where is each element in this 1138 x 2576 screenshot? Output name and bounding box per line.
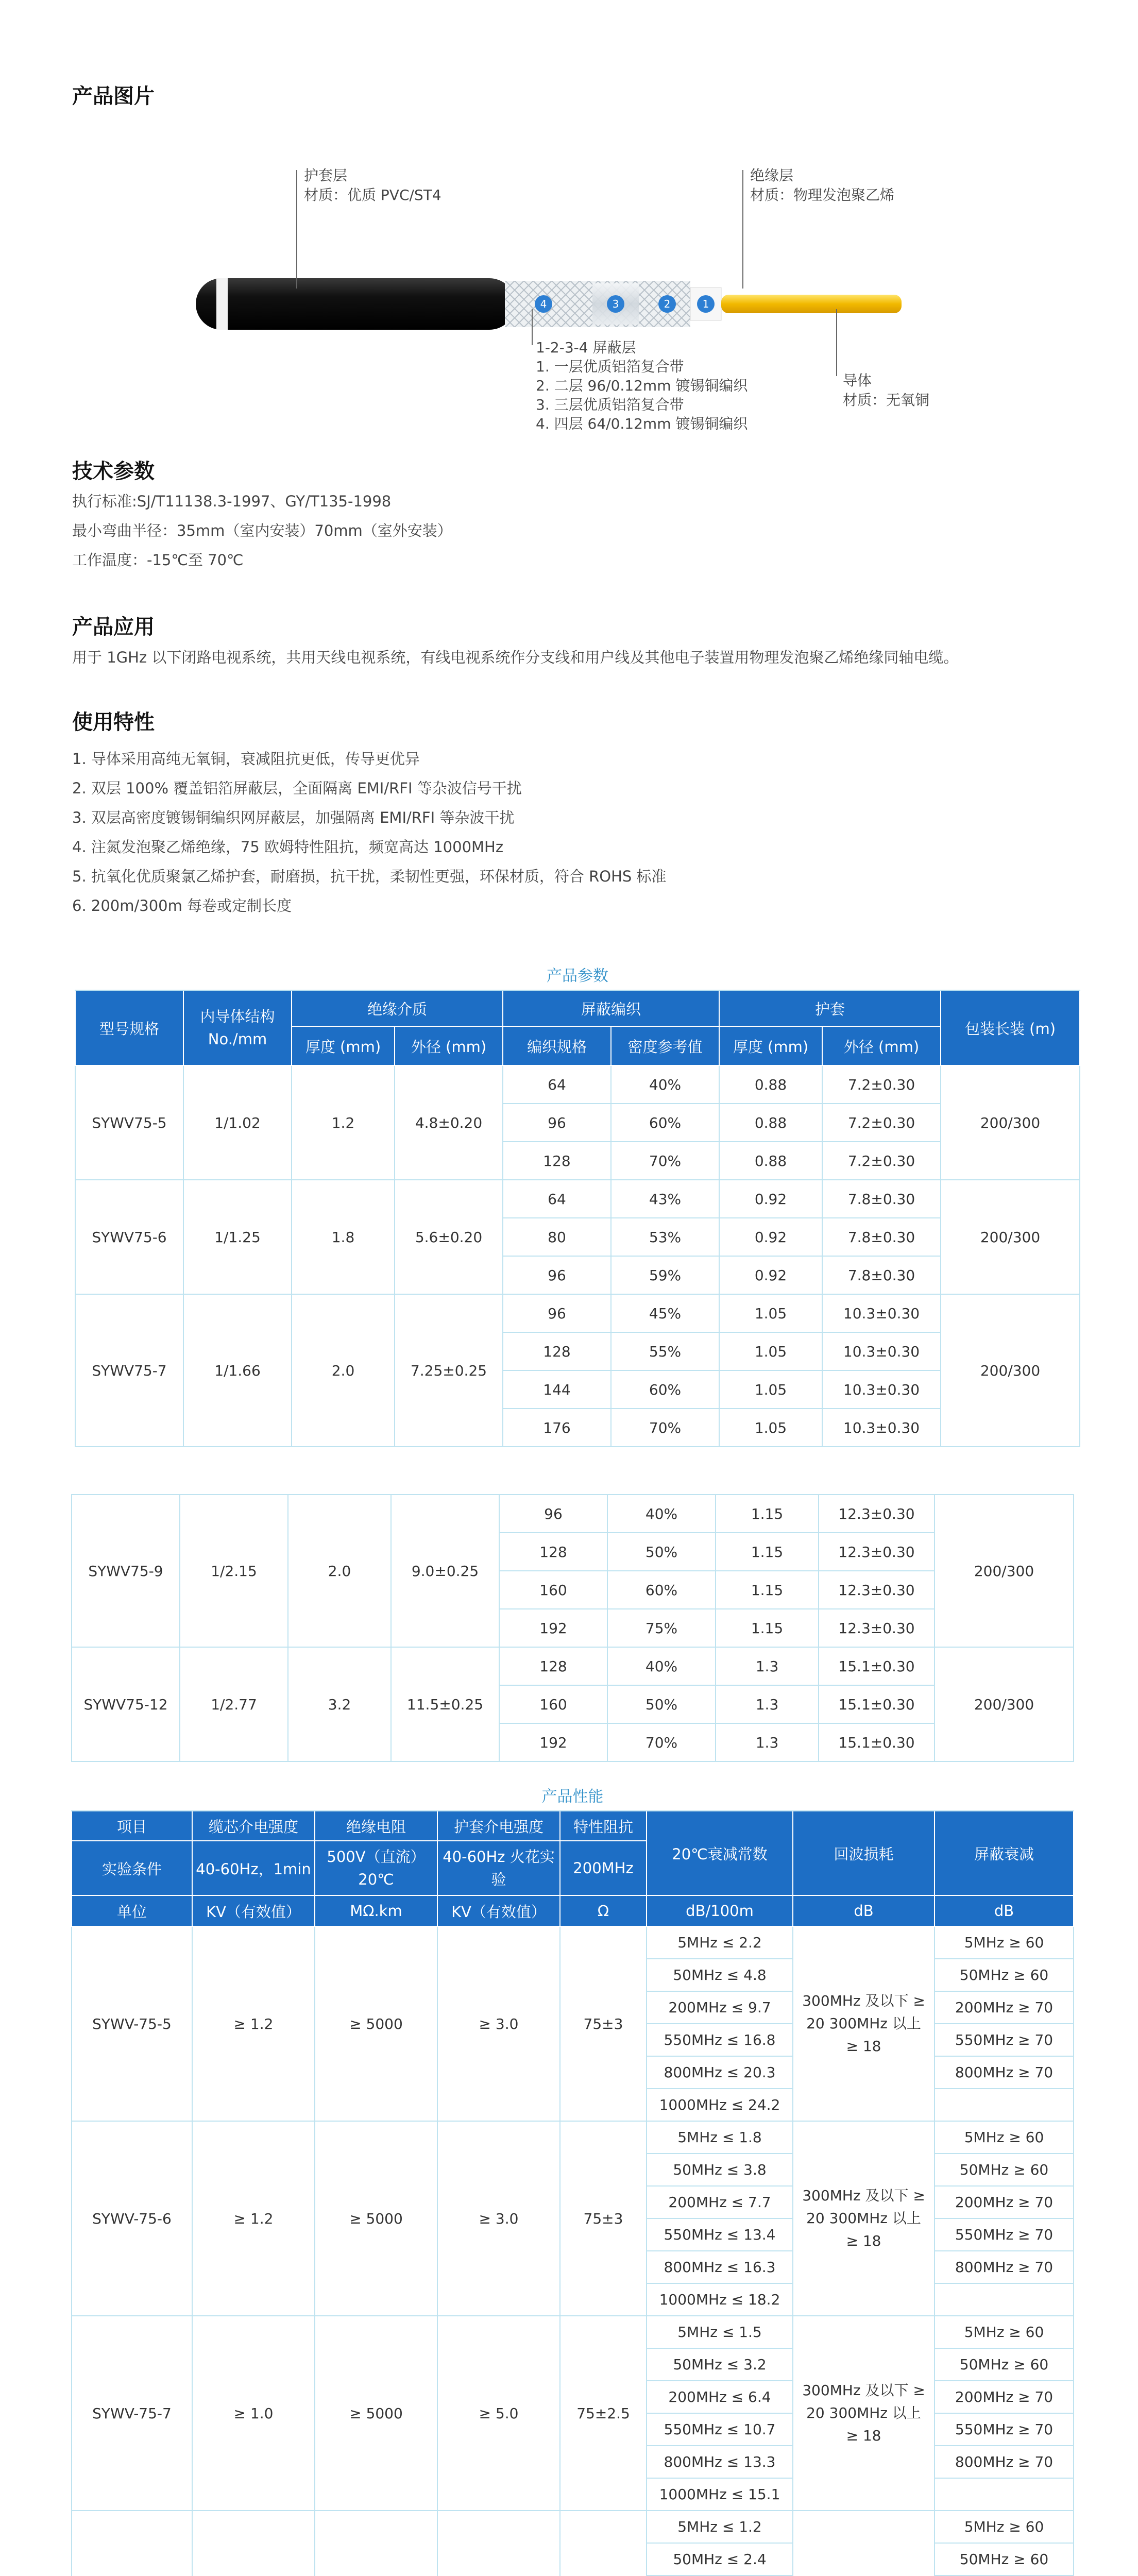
cell-jacket-thickness: 1.3 xyxy=(716,1647,819,1685)
cell-impedance: 75±3 xyxy=(560,2121,647,2316)
perf-th-item: 项目 xyxy=(72,1811,192,1841)
perf-th-return: 回波损耗 xyxy=(793,1811,935,1895)
perf-cond-label: 实验条件 xyxy=(72,1841,192,1895)
cell-jacket-strength xyxy=(437,2511,560,2576)
table-row xyxy=(75,1180,1080,1218)
conductor-segment xyxy=(721,295,902,313)
perf-unit-jacket: KV（有效值） xyxy=(437,1895,560,1926)
cell-shield-attenuation: 50MHz ≥ 60 xyxy=(935,2543,1074,2575)
tech-params-list: 执行标准:SJ/T11138.3-1997、GY/T135-1998 最小弯曲半径：35mm（室内安装）70mm（室外安装） 工作温度：-15℃至 70℃ xyxy=(72,493,452,569)
cell-density: 60% xyxy=(611,1104,719,1142)
param-table xyxy=(75,958,1080,1447)
cell-jacket-strength: ≥ 3.0 xyxy=(437,1926,560,2121)
cell-ins-od: 4.8±0.20 xyxy=(395,1065,503,1180)
cell-core-strength xyxy=(192,2511,315,2576)
cell-shield-attenuation: 50MHz ≥ 60 xyxy=(935,2154,1074,2186)
cell-core-strength: ≥ 1.2 xyxy=(192,1926,315,2121)
cell-jacket-thickness: 1.05 xyxy=(719,1332,822,1370)
cell-jacket-thickness: 0.92 xyxy=(719,1256,822,1294)
cell-jacket-od: 7.2±0.30 xyxy=(822,1065,941,1104)
cell-jacket-od: 10.3±0.30 xyxy=(822,1294,941,1332)
th-inner: 内导体结构 No./mm xyxy=(183,990,292,1065)
cell-ins-resistance: ≥ 5000 xyxy=(315,2316,437,2511)
param-table-body xyxy=(75,1065,1080,1447)
cell-shield-attenuation: 800MHz ≥ 70 xyxy=(935,2446,1074,2478)
jacket-label: 护套层 材质：优质 PVC/ST4 xyxy=(304,167,441,204)
cell-jacket-od: 7.8±0.30 xyxy=(822,1256,941,1294)
cell-jacket-thickness: 1.15 xyxy=(716,1571,819,1609)
th-shield: 屏蔽编织 xyxy=(503,990,719,1026)
cell-attenuation: 50MHz ≤ 3.8 xyxy=(647,2154,793,2186)
cell-pack: 200/300 xyxy=(941,1065,1080,1180)
cell-density: 70% xyxy=(607,1723,716,1761)
cell-braid-spec: 128 xyxy=(503,1332,611,1370)
shield-label: 1-2-3-4 屏蔽层 1. 一层优质铝箔复合带 2. 二层 96/0.12mm 镀锡铜编织 3. 三层优质铝箔复合带 4. 四层 64/0.12mm 镀锡铜编织 xyxy=(536,339,748,432)
param-table-caption: 产品参数 xyxy=(75,958,1080,990)
cell-shield-attenuation: 5MHz ≥ 60 xyxy=(935,1926,1074,1959)
cell-core-strength: ≥ 1.0 xyxy=(192,2316,315,2511)
th-jacket-od: 外径 (mm) xyxy=(822,1026,941,1065)
cell-jacket-od: 15.1±0.30 xyxy=(819,1723,935,1761)
cell-ins-thickness: 2.0 xyxy=(288,1495,391,1647)
cell-jacket-thickness: 0.88 xyxy=(719,1104,822,1142)
cell-model: SYWV-75-7 xyxy=(72,2316,192,2511)
cell-shield-attenuation: 50MHz ≥ 60 xyxy=(935,2348,1074,2381)
th-model: 型号规格 xyxy=(75,990,183,1065)
cell-braid-spec: 96 xyxy=(503,1104,611,1142)
cell-density: 55% xyxy=(611,1332,719,1370)
cell-braid-spec: 144 xyxy=(503,1370,611,1409)
cell-density: 50% xyxy=(607,1685,716,1723)
table-row xyxy=(75,1294,1080,1332)
cell-pack: 200/300 xyxy=(941,1294,1080,1447)
cell-ins-od: 11.5±0.25 xyxy=(391,1647,499,1761)
cell-braid-spec: 128 xyxy=(499,1647,607,1685)
cell-shield-attenuation: 550MHz ≥ 70 xyxy=(935,2413,1074,2446)
cell-shield-attenuation: 200MHz ≥ 70 xyxy=(935,1991,1074,2024)
cell-jacket-thickness: 1.15 xyxy=(716,1609,819,1647)
cell-density: 40% xyxy=(611,1065,719,1104)
param-table-2-body xyxy=(72,1495,1074,1761)
cell-pack: 200/300 xyxy=(935,1495,1074,1647)
table-row xyxy=(72,1926,1074,1959)
cell-attenuation: 1000MHz ≤ 18.2 xyxy=(647,2283,793,2316)
cell-return-loss xyxy=(793,2511,935,2576)
th-insulation: 绝缘介质 xyxy=(292,990,503,1026)
cell-braid-spec: 192 xyxy=(499,1723,607,1761)
features-heading: 使用特性 xyxy=(72,710,155,734)
cell-jacket-thickness: 1.15 xyxy=(716,1533,819,1571)
marker-3: 3 xyxy=(612,298,619,310)
cell-jacket-od: 10.3±0.30 xyxy=(822,1370,941,1409)
cell-inner: 1/1.66 xyxy=(183,1294,292,1447)
cell-attenuation: 200MHz ≤ 7.7 xyxy=(647,2186,793,2218)
cell-shield-attenuation: 200MHz ≥ 70 xyxy=(935,2381,1074,2413)
features-list: 1. 导体采用高纯无氧铜，衰减阻抗更低，传导更优异 2. 双层 100% 覆盖铝箔屏蔽层，全面隔离 EMI/RFI 等杂波信号干扰 3. 双层高密度镀锡铜编织网屏蔽层，加强隔离 EMI/RFI 等杂波干扰 4. 注氮发泡聚乙烯绝缘，75 欧姆特性阻抗，频宽高达 1000MHz 5. 抗氧化优质聚氯乙烯护套，耐磨损，抗干扰，柔韧性更强，环保材质，符合 ROHS 标准 6. 200m/300m 每卷或定制长度 xyxy=(72,750,667,914)
cable-diagram xyxy=(185,258,917,350)
perf-unit-ins: MΩ.km xyxy=(315,1895,437,1926)
cell-ins-thickness: 1.2 xyxy=(292,1065,395,1180)
cell-ins-od: 9.0±0.25 xyxy=(391,1495,499,1647)
perf-unit-return: dB xyxy=(793,1895,935,1926)
cell-density: 40% xyxy=(607,1647,716,1685)
cell-empty xyxy=(935,2478,1074,2511)
leader-shield xyxy=(532,309,533,345)
conductor-label: 导体 材质：无氧铜 xyxy=(843,372,930,409)
cell-attenuation: 5MHz ≤ 1.5 xyxy=(647,2316,793,2348)
cell-jacket-od: 7.2±0.30 xyxy=(822,1104,941,1142)
cell-braid-spec: 64 xyxy=(503,1065,611,1104)
cell-shield-attenuation: 800MHz ≥ 70 xyxy=(935,2056,1074,2089)
cell-jacket-od: 15.1±0.30 xyxy=(819,1647,935,1685)
cell-ins-thickness: 3.2 xyxy=(288,1647,391,1761)
cell-shield-attenuation: 200MHz ≥ 70 xyxy=(935,2186,1074,2218)
perf-cond-jacket: 40-60Hz 火花实验 xyxy=(437,1841,560,1895)
cell-jacket-od: 10.3±0.30 xyxy=(822,1332,941,1370)
cell-density: 45% xyxy=(611,1294,719,1332)
cell-return-loss: 300MHz 及以下 ≥ 20 300MHz 以上≥ 18 xyxy=(793,2316,935,2511)
cell-attenuation: 200MHz ≤ 6.4 xyxy=(647,2381,793,2413)
cell-pack: 200/300 xyxy=(941,1180,1080,1294)
cell-impedance xyxy=(560,2511,647,2576)
cell-jacket-thickness: 1.05 xyxy=(719,1409,822,1447)
cell-attenuation: 550MHz ≤ 13.4 xyxy=(647,2218,793,2251)
cell-shield-attenuation: 5MHz ≥ 60 xyxy=(935,2316,1074,2348)
perf-unit-imp: Ω xyxy=(560,1895,647,1926)
leader-insulation xyxy=(742,170,743,289)
marker-4: 4 xyxy=(540,298,547,310)
perf-table xyxy=(71,1779,1074,2576)
cell-attenuation: 5MHz ≤ 1.2 xyxy=(647,2511,793,2543)
table-row xyxy=(72,1495,1074,1533)
insulation-label: 绝缘层 材质：物理发泡聚乙烯 xyxy=(750,167,895,204)
leader-conductor xyxy=(836,309,837,376)
application-heading: 产品应用 xyxy=(72,615,155,639)
perf-table-caption: 产品性能 xyxy=(72,1779,1074,1811)
table-row xyxy=(72,2121,1074,2154)
cell-jacket-od: 12.3±0.30 xyxy=(819,1495,935,1533)
cell-braid-spec: 96 xyxy=(499,1495,607,1533)
leader-jacket xyxy=(296,170,297,289)
cell-jacket-thickness: 0.88 xyxy=(719,1142,822,1180)
cell-attenuation: 5MHz ≤ 2.2 xyxy=(647,1926,793,1959)
cell-density: 50% xyxy=(607,1533,716,1571)
cell-jacket-od: 15.1±0.30 xyxy=(819,1685,935,1723)
cell-return-loss: 300MHz 及以下 ≥ 20 300MHz 以上≥ 18 xyxy=(793,2121,935,2316)
th-jacket-thickness: 厚度 (mm) xyxy=(719,1026,822,1065)
perf-cond-core: 40-60Hz，1min xyxy=(192,1841,315,1895)
perf-th-jacket: 护套介电强度 xyxy=(437,1811,560,1841)
product-images-heading: 产品图片 xyxy=(72,84,155,108)
cell-attenuation: 550MHz ≤ 16.8 xyxy=(647,2024,793,2056)
cell-jacket-thickness: 0.88 xyxy=(719,1065,822,1104)
cell-braid-spec: 160 xyxy=(499,1685,607,1723)
perf-th-shield: 屏蔽衰减 xyxy=(935,1811,1074,1895)
cell-attenuation: 800MHz ≤ 20.3 xyxy=(647,2056,793,2089)
cell-jacket-thickness: 0.92 xyxy=(719,1180,822,1218)
perf-unit-shield: dB xyxy=(935,1895,1074,1926)
cell-ins-resistance: ≥ 5000 xyxy=(315,2121,437,2316)
cell-jacket-od: 10.3±0.30 xyxy=(822,1409,941,1447)
marker-1: 1 xyxy=(702,298,709,310)
cell-model: SYWV75-9 xyxy=(72,1495,180,1647)
cell-jacket-strength: ≥ 3.0 xyxy=(437,2121,560,2316)
cell-shield-attenuation: 550MHz ≥ 70 xyxy=(935,2218,1074,2251)
th-pack: 包装长装 (m) xyxy=(941,990,1080,1065)
perf-unit-atten: dB/100m xyxy=(647,1895,793,1926)
cell-jacket-od: 12.3±0.30 xyxy=(819,1571,935,1609)
perf-cond-ins: 500V（直流）20℃ xyxy=(315,1841,437,1895)
table-row xyxy=(72,1647,1074,1685)
cell-attenuation: 50MHz ≤ 4.8 xyxy=(647,1959,793,1991)
cell-density: 60% xyxy=(611,1370,719,1409)
perf-th-core: 缆芯介电强度 xyxy=(192,1811,315,1841)
perf-th-atten: 20℃衰减常数 xyxy=(647,1811,793,1895)
cell-braid-spec: 128 xyxy=(499,1533,607,1571)
cell-attenuation: 800MHz ≤ 13.3 xyxy=(647,2446,793,2478)
th-ins-thickness: 厚度 (mm) xyxy=(292,1026,395,1065)
application-text: 用于 1GHz 以下闭路电视系统，共用天线电视系统，有线电视系统作分支线和用户线及其他电子装置用物理发泡聚乙烯绝缘同轴电缆。 xyxy=(72,649,959,666)
cell-model: SYWV75-12 xyxy=(72,1647,180,1761)
cell-density: 75% xyxy=(607,1609,716,1647)
cell-attenuation: 200MHz ≤ 9.7 xyxy=(647,1991,793,2024)
cell-pack: 200/300 xyxy=(935,1647,1074,1761)
cell-density: 59% xyxy=(611,1256,719,1294)
cell-ins-od: 7.25±0.25 xyxy=(395,1294,503,1447)
cell-ins-od: 5.6±0.20 xyxy=(395,1180,503,1294)
cell-density: 70% xyxy=(611,1409,719,1447)
cell-model: SYWV75-5 xyxy=(75,1065,183,1180)
cell-shield-attenuation: 5MHz ≥ 60 xyxy=(935,2511,1074,2543)
cell-jacket-strength: ≥ 5.0 xyxy=(437,2316,560,2511)
cell-inner: 1/2.15 xyxy=(180,1495,288,1647)
cell-model: SYWV-75-6 xyxy=(72,2121,192,2316)
cell-empty xyxy=(935,2283,1074,2316)
cell-model: SYWV-75-5 xyxy=(72,1926,192,2121)
cell-jacket-od: 12.3±0.30 xyxy=(819,1609,935,1647)
cell-braid-spec: 192 xyxy=(499,1609,607,1647)
cell-inner: 1/2.77 xyxy=(180,1647,288,1761)
cell-model: SYWV75-7 xyxy=(75,1294,183,1447)
perf-unit-label: 单位 xyxy=(72,1895,192,1926)
marker-2: 2 xyxy=(664,298,671,310)
cell-model: SYWV75-6 xyxy=(75,1180,183,1294)
cell-ins-thickness: 2.0 xyxy=(292,1294,395,1447)
th-ins-od: 外径 (mm) xyxy=(395,1026,503,1065)
perf-unit-core: KV（有效值） xyxy=(192,1895,315,1926)
perf-th-ins: 绝缘电阻 xyxy=(315,1811,437,1841)
cell-jacket-thickness: 0.92 xyxy=(719,1218,822,1256)
cell-density: 43% xyxy=(611,1180,719,1218)
cell-ins-resistance: ≥ 5000 xyxy=(315,1926,437,2121)
cell-braid-spec: 160 xyxy=(499,1571,607,1609)
cell-density: 60% xyxy=(607,1571,716,1609)
jacket-segment xyxy=(196,278,515,330)
table-row xyxy=(75,1065,1080,1104)
cell-attenuation: 800MHz ≤ 16.3 xyxy=(647,2251,793,2283)
cell-impedance: 75±3 xyxy=(560,1926,647,2121)
tech-params-heading: 技术参数 xyxy=(72,460,155,483)
cell-braid-spec: 128 xyxy=(503,1142,611,1180)
cell-core-strength: ≥ 1.2 xyxy=(192,2121,315,2316)
perf-cond-imp: 200MHz xyxy=(560,1841,647,1895)
cell-attenuation: 550MHz ≤ 10.7 xyxy=(647,2413,793,2446)
cell-jacket-thickness: 1.05 xyxy=(719,1294,822,1332)
cell-density: 53% xyxy=(611,1218,719,1256)
cell-jacket-od: 7.2±0.30 xyxy=(822,1142,941,1180)
cell-shield-attenuation: 5MHz ≥ 60 xyxy=(935,2121,1074,2154)
cell-density: 70% xyxy=(611,1142,719,1180)
th-braid-spec: 编织规格 xyxy=(503,1026,611,1065)
cell-braid-spec: 96 xyxy=(503,1256,611,1294)
cell-attenuation: 50MHz ≤ 3.2 xyxy=(647,2348,793,2381)
perf-th-imp: 特性阻抗 xyxy=(560,1811,647,1841)
cell-inner: 1/1.25 xyxy=(183,1180,292,1294)
perf-table-body xyxy=(72,1926,1074,2576)
param-table-2 xyxy=(71,1494,1074,1762)
cell-jacket-od: 12.3±0.30 xyxy=(819,1533,935,1571)
cell-attenuation: 1000MHz ≤ 24.2 xyxy=(647,2089,793,2121)
cell-density: 40% xyxy=(607,1495,716,1533)
cell-jacket-thickness: 1.15 xyxy=(716,1495,819,1533)
cell-jacket-thickness: 1.3 xyxy=(716,1685,819,1723)
cell-braid-spec: 176 xyxy=(503,1409,611,1447)
cell-shield-attenuation: 50MHz ≥ 60 xyxy=(935,1959,1074,1991)
cell-model xyxy=(72,2511,192,2576)
cell-attenuation: 1000MHz ≤ 15.1 xyxy=(647,2478,793,2511)
cell-shield-attenuation: 550MHz ≥ 70 xyxy=(935,2024,1074,2056)
table-row xyxy=(72,2511,1074,2543)
cell-braid-spec: 64 xyxy=(503,1180,611,1218)
cell-inner: 1/1.02 xyxy=(183,1065,292,1180)
cell-ins-resistance xyxy=(315,2511,437,2576)
th-density: 密度参考值 xyxy=(611,1026,719,1065)
cell-attenuation: 5MHz ≤ 1.8 xyxy=(647,2121,793,2154)
cell-shield-attenuation: 800MHz ≥ 70 xyxy=(935,2251,1074,2283)
cell-impedance: 75±2.5 xyxy=(560,2316,647,2511)
cell-jacket-thickness: 1.3 xyxy=(716,1723,819,1761)
cell-ins-thickness: 1.8 xyxy=(292,1180,395,1294)
cell-attenuation: 50MHz ≤ 2.4 xyxy=(647,2543,793,2575)
cell-jacket-od: 7.8±0.30 xyxy=(822,1180,941,1218)
cell-braid-spec: 80 xyxy=(503,1218,611,1256)
table-row xyxy=(72,2316,1074,2348)
cell-return-loss: 300MHz 及以下 ≥ 20 300MHz 以上≥ 18 xyxy=(793,1926,935,2121)
th-jacket: 护套 xyxy=(719,990,941,1026)
cell-empty xyxy=(935,2089,1074,2121)
cell-braid-spec: 96 xyxy=(503,1294,611,1332)
cell-jacket-od: 7.8±0.30 xyxy=(822,1218,941,1256)
cell-jacket-thickness: 1.05 xyxy=(719,1370,822,1409)
